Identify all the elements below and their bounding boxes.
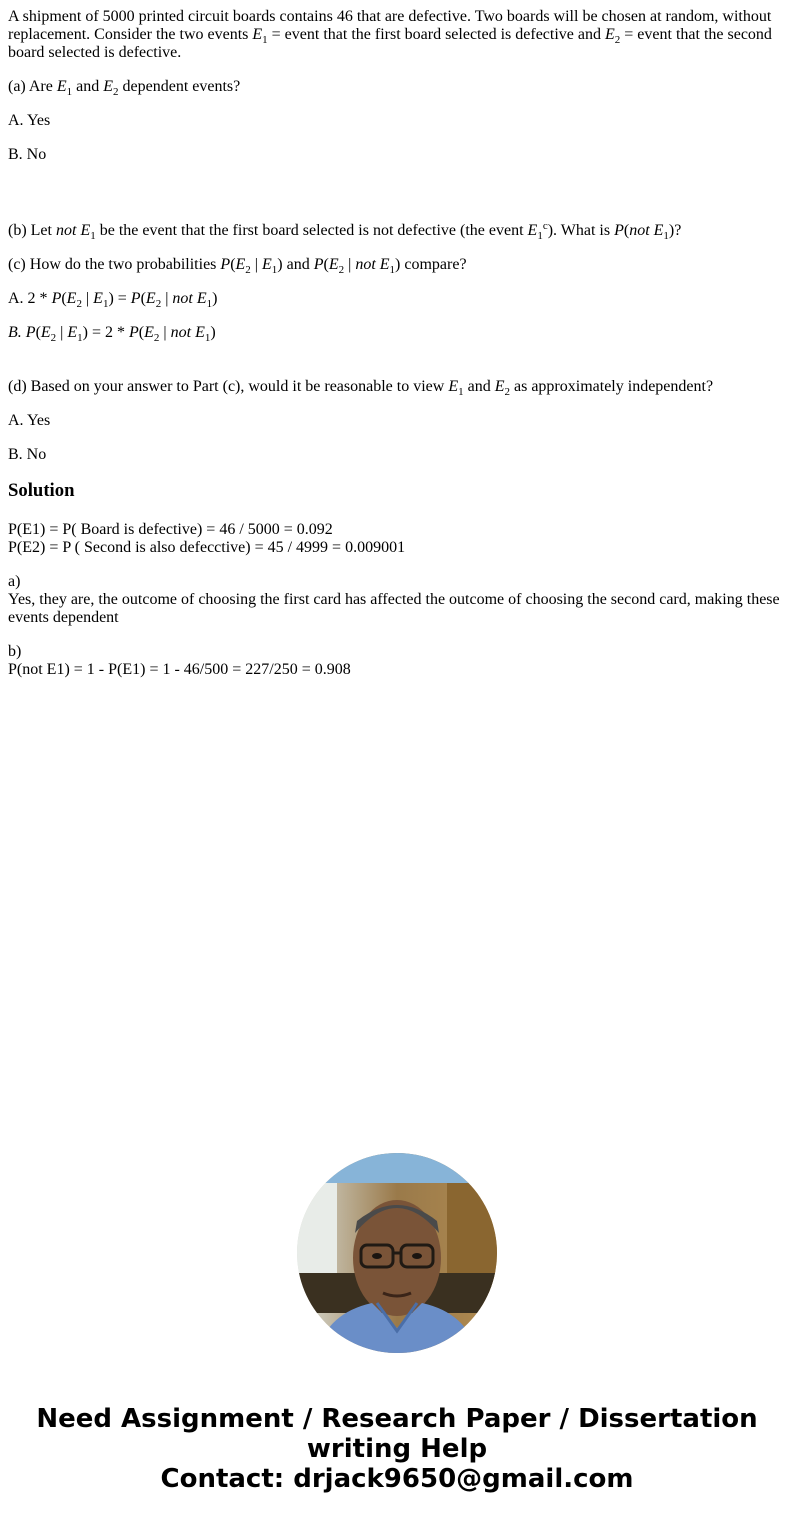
question-d-option-yes: A. Yes — [8, 412, 51, 429]
solution-b-label: b) — [8, 643, 22, 660]
solution-b-text: P(not E1) = 1 - P(E1) = 1 - 46/500 = 227/250 = 0.908 — [8, 661, 351, 678]
question-a-option-no: B. No — [8, 146, 47, 163]
solution-a-label: a) — [8, 573, 21, 590]
promo-line-1: Need Assignment / Research Paper / Dissertation — [36, 1404, 758, 1434]
question-d-option-no: B. No — [8, 446, 47, 463]
solution-heading: Solution — [8, 480, 75, 501]
solution-a-text: Yes, they are, the outcome of choosing the first card has affected the outcome of choosing the second card, making these events dependent — [8, 591, 780, 626]
solution-line-1: P(E1) = P( Board is defective) = 46 / 5000 = 0.092 — [8, 521, 333, 538]
solution-part-a — [8, 573, 786, 627]
question-a: (a) Are $E_1$ and $E_2$ dependent events? — [8, 78, 241, 98]
document-page — [0, 0, 794, 679]
promo-contact: Contact: drjack9650@gmail.com — [160, 1464, 634, 1494]
tutor-avatar — [297, 1153, 497, 1353]
question-b: (b) Let not $E_1$ be the event that the first board selected is not defective (the event $E_1^c$). What is P(not $E_1$)? — [8, 220, 682, 242]
promo-line-2: writing Help — [306, 1434, 488, 1464]
question-c-option-b: B. $P(E_2$ | $E_1) = 2 * P(E_2$ | not $E_1$) — [8, 324, 216, 344]
question-d: (d) Based on your answer to Part (c), would it be reasonable to view $E_1$ and $E_2$ as approximately independent? — [8, 378, 714, 398]
tutor-photo-icon — [297, 1153, 497, 1353]
solution-part-b — [8, 643, 786, 679]
solution-probabilities — [8, 521, 786, 557]
question-c-option-a: A. $2 * P(E_2$ | $E_1) = P(E_2$ | not $E_1$) — [8, 290, 218, 310]
solution-line-2: P(E2) = P ( Second is also defecctive) = 45 / 4999 = 0.009001 — [8, 539, 406, 556]
problem-statement: A shipment of 5000 printed circuit boards contains 46 that are defective. Two boards will be chosen at random, without replacement. Consider the two events $E_1$ = event that the first board selected is defective and $E_2$ = event that the second board selected is defective. — [8, 8, 772, 61]
promo-banner — [0, 1404, 794, 1494]
question-c: (c) How do the two probabilities $P(E_2$ | $E_1$) and $P(E_2$ | not $E_1$) compare? — [8, 256, 467, 276]
question-a-option-yes: A. Yes — [8, 112, 51, 129]
